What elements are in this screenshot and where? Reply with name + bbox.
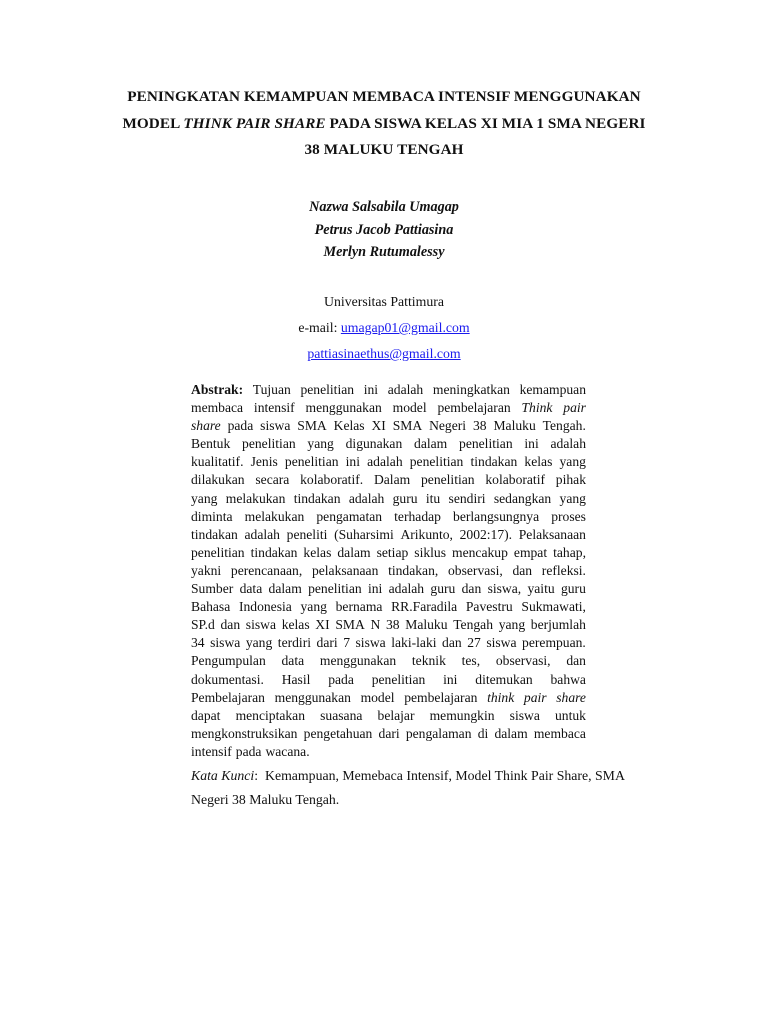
abstract-word: Arikunto, [400,526,453,542]
abstract-word: pada [235,743,262,759]
abstract-word: pair [523,689,547,705]
abstract-word: dapat [191,707,221,723]
email-line-secondary [184,341,584,367]
abstract-line [191,562,586,580]
abstract-word: yang [300,599,327,615]
abstract-word: kelas [281,617,310,633]
abstract-word: penelitian [308,581,362,597]
title-line-2 [102,111,666,138]
title-line-3: 38 MALUKU TENGAH [304,141,464,158]
abstract-word: data [281,653,305,669]
abstract-word: dan [442,635,462,651]
abstract-word: think [487,689,515,705]
author-name: Petrus Jacob Pattiasina [314,221,454,238]
abstract-word: penelitian [191,544,245,560]
abstract-word: dari [316,635,338,651]
abstract-word: perencanaan, [230,562,303,578]
abstract-word: Jenis [250,454,278,470]
abstract-word: siswa [210,635,241,651]
abstract-word: suasana [320,707,363,723]
abstract-word: Bentuk [191,436,231,452]
abstract-word: Negeri [429,418,467,434]
abstract-word: yaitu [527,581,555,597]
abstract-word: Think [521,400,553,416]
abstract-line [191,707,586,725]
abstract-label: Abstrak: [191,382,244,397]
abstract-word: RR.Faradila [391,599,458,615]
affiliation [184,289,584,367]
abstract-word: proses [551,508,586,524]
abstract-word: dalam [494,725,528,741]
abstract-word: siswa [509,707,540,723]
abstract-word: tindakan [191,526,238,542]
abstract-word: tindakan, [388,562,439,578]
abstract-word: share [191,418,221,434]
abstract-word: tes, [461,653,481,669]
abstract-word: SMA [392,418,423,434]
abstract-word: dan [566,653,586,669]
abstract-line [191,671,586,689]
abstract-word: bernama [335,599,383,615]
abstract-word: Pembelajaran [191,689,265,705]
abstract-word: observasi, [495,653,551,669]
title-line-2-suffix: PADA SISWA KELAS XI MIA 1 SMA NEGERI [325,114,646,132]
abstract-word: penelitian [420,472,475,488]
abstract-word: ini [345,454,361,470]
author-list [184,196,584,264]
abstract-word: menggunakan [319,653,397,669]
abstract-word: penelitian [459,436,513,452]
abstract-line [191,399,586,417]
abstract-line [191,743,586,761]
abstract-word: penelitian [409,454,464,470]
abstract-word: dalam [268,581,302,597]
abstract-word: Kelas [333,418,365,434]
abstract-line [191,490,586,508]
abstract-word: diminta [191,508,233,524]
abstract-word: 7 [343,635,350,651]
abstract-word: pelaksanaan [311,562,379,578]
abstract-word: XI [315,617,330,633]
abstract-word: kolaboratif. [300,472,364,488]
title-model-name: THINK PAIR SHARE [183,114,326,132]
abstract-word: pada [328,671,354,687]
abstract-word: secara [255,472,290,488]
abstract-line [191,616,586,634]
abstract-word: tindakan [250,544,298,560]
email-line [184,315,584,341]
abstract-word: penelitian [300,382,355,397]
abstract-line [191,471,586,489]
abstract-word: Pengumpulan [191,653,266,669]
abstract-word: empat [513,544,548,560]
abstract-word: yang [245,635,273,651]
keywords-label: Kata Kunci [191,768,255,783]
abstract-word: ditemukan [475,671,533,687]
abstract-word: sendiri [448,490,486,506]
abstract-line [191,634,586,652]
abstract-word: Sumber [191,581,234,597]
abstract-word: memungkin [429,707,495,723]
abstract-word: perempuan. [522,635,586,651]
abstract-word: Hasil [281,671,311,687]
abstract-word: tindakan [470,454,518,470]
abstract-word: siswa [486,635,517,651]
abstract-word: melakukan [225,490,286,506]
abstract-word: kemampuan [519,382,586,397]
keywords-line-1 [191,764,661,788]
abstract-word: siswa [260,418,291,434]
abstract-word: guru [392,490,418,506]
author-name: Nazwa Salsabila Umagap [309,199,459,215]
abstract-line [191,725,586,743]
abstract-word: adalah [388,581,425,597]
keywords-line-2: Negeri 38 Maluku Tengah. [191,791,340,807]
abstract-word: adalah [550,436,586,452]
abstract-word: siklus [414,544,447,560]
abstract-word: adalah [367,454,403,470]
abstract-word: penelitian [242,436,296,452]
abstract-word: kualitatif. [191,454,244,470]
abstract-word: adalah [348,490,385,506]
abstract-word: XI [371,418,386,434]
abstract-word: peneliti [286,526,328,542]
abstract-word: dilakukan [191,472,245,488]
abstract-word: tindakan [293,490,341,506]
abstract-word: terdiri [277,635,312,651]
abstract-word: observasi, [448,562,503,578]
abstract-word: Pelaksanaan [518,526,586,542]
abstract-word: Tengah. [542,418,586,434]
abstract-word: SP.d [191,617,215,633]
abstract-line [191,453,586,471]
abstract-word: Maluku [405,617,448,633]
abstract-word: data [239,581,263,597]
abstract-word: N [370,617,381,633]
abstract-word: Tujuan [252,382,291,397]
abstract-word: intensif [253,400,295,416]
abstract-word: kolaboratif [485,472,546,488]
abstract-word: adalah [387,382,424,397]
abstract-word: Dalam [373,472,411,488]
abstract-word: itu [425,490,441,506]
abstract-word: dalam [337,544,371,560]
abstract-word: tahap, [553,544,586,560]
abstract-word: untuk [555,707,586,723]
abstract-line [191,526,586,544]
abstract-word: guru [560,581,586,597]
abstract-word: siswa [355,635,386,651]
abstract-word: adalah [244,526,280,542]
abstract-word: ini [363,382,379,397]
abstract-word: Indonesia [238,599,292,615]
abstract-line [191,652,586,670]
abstract-word: pengamatan [316,508,383,524]
abstract-word: 38 [385,617,400,633]
abstract-word: setiap [376,544,409,560]
title-line-2-prefix: MODEL [122,114,184,132]
abstract-word: Pavestru [465,599,513,615]
abstract-word: yang [559,454,586,470]
abstract-word: pair [563,400,586,416]
abstract-word: dan [220,617,241,633]
abstract-word: yang [307,436,334,452]
abstract-word: pembelajaran [437,400,511,416]
abstract-word: sedangkan [493,490,552,506]
abstract-word: menggunakan [274,689,351,705]
abstract-line [191,435,586,453]
abstract-word: 27 [467,635,481,651]
abstract-word: terhadap [394,508,441,524]
abstract-word: di [477,725,489,741]
abstract-word: laki-laki [391,635,437,651]
abstract-word: (Suharsimi [334,526,394,542]
abstract-word: SMA [335,617,365,633]
abstract-word: dan [512,562,533,578]
abstract-word: penelitian [284,454,339,470]
institution-name: Universitas Pattimura [324,294,444,309]
abstract-word: dalam [414,436,448,452]
abstract-word: berlangsungnya [453,508,540,524]
abstract-word: digunakan [345,436,403,452]
abstract-line [191,508,586,526]
abstract-word: pengalaman [405,725,472,741]
abstract-word: Maluku [493,418,536,434]
abstract-word: Tengah [453,617,494,633]
abstract-word: dari [378,725,400,741]
abstract-word: bahwa [550,671,586,687]
abstract-word: menggunakan [305,400,382,416]
paper-title [102,84,666,164]
abstract-word: ini [367,581,383,597]
email-link-secondary[interactable]: pattiasinaethus@gmail.com [307,346,461,361]
abstract-word: refleksi. [541,562,586,578]
abstract-word: membaca [533,725,586,741]
abstract-word: meningkatkan [432,382,510,397]
abstract-word: guru [430,581,456,597]
abstract-word: kelas [524,454,553,470]
keywords [191,764,661,811]
abstract-word: melakukan [244,508,305,524]
abstract-line [191,689,586,707]
abstract-word: membaca [191,400,244,416]
abstract-line [191,544,586,562]
abstract-word: ini [524,436,539,452]
email-label: e-mail: [298,320,341,335]
abstract-word: yang [498,617,526,633]
abstract-word: Sukmawati, [521,599,586,615]
abstract-word: siswa [245,617,277,633]
abstract-word: kelas [303,544,332,560]
title-line-1: PENINGKATAN KEMAMPUAN MEMBACA INTENSIF MENGGUNAKAN [127,88,641,105]
abstract-line [191,381,586,399]
abstract-word: wacana. [265,743,310,759]
abstract-line [191,417,586,435]
abstract-word: teknik [411,653,446,669]
abstract-word: belajar [377,707,415,723]
abstract-line [191,598,586,616]
abstract-word: dokumentasi. [191,671,264,687]
abstract-word: yang [191,490,218,506]
abstract-word: pihak [555,472,586,488]
abstract-word: model [392,400,427,416]
abstract [191,381,586,761]
abstract-word: model [360,689,395,705]
abstract-word: mengkonstruksikan [191,725,298,741]
abstract-word: Bahasa [191,599,231,615]
abstract-word: yang [559,490,586,506]
author-name: Merlyn Rutumalessy [323,244,445,260]
abstract-word: pada [227,418,254,434]
abstract-line [191,580,586,598]
abstract-word: 34 [191,635,205,651]
abstract-word: menciptakan [235,707,306,723]
abstract-word: penelitian [371,671,426,687]
abstract-word: SMA [297,418,327,434]
abstract-word: share [556,689,586,705]
abstract-word: siswa, [487,581,522,597]
abstract-word: berjumlah [530,617,586,633]
abstract-word: 38 [472,418,487,434]
email-link-primary[interactable]: umagap01@gmail.com [340,320,470,335]
abstract-word: intensif [191,743,232,759]
abstract-word: pengetahuan [303,725,373,741]
abstract-word: pembelajaran [404,689,478,705]
abstract-word: yakni [191,562,222,578]
abstract-word: 2002:17). [459,526,513,542]
keywords-text: Kemampuan, Memebaca Intensif, Model Think Pair Share, SMA [258,768,625,783]
keywords-colon: : [254,768,259,783]
abstract-word: mencakup [452,544,508,560]
abstract-word: dan [461,581,482,597]
abstract-word: ini [443,671,458,687]
